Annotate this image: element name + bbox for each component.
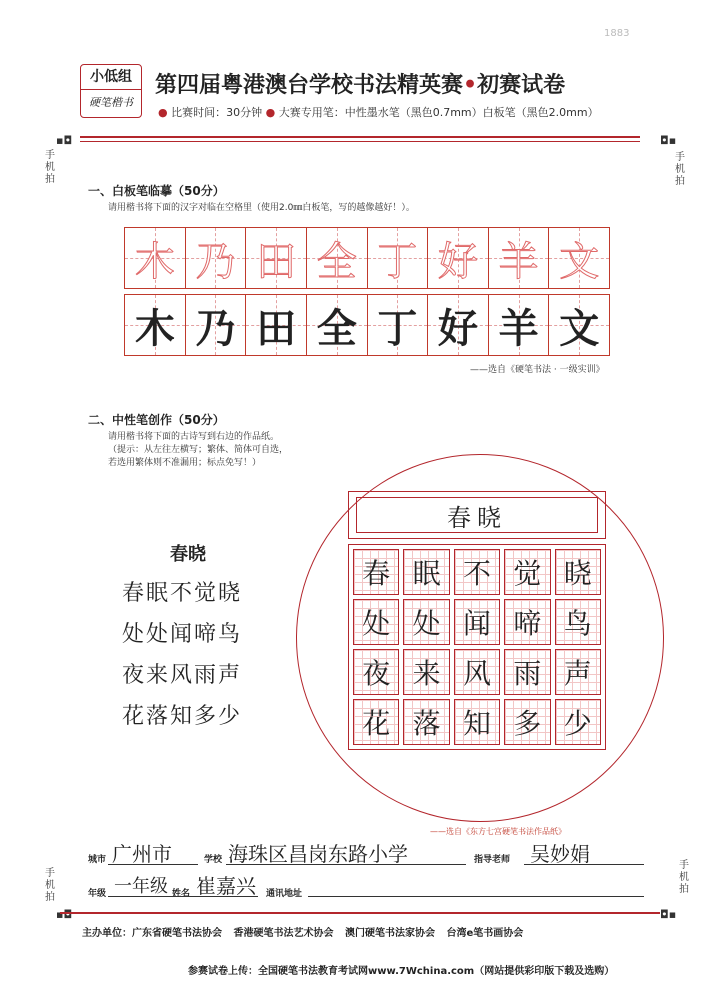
name-label: 姓名	[172, 889, 191, 899]
page-title: 第四届粤港澳台学校书法精英赛•初赛试卷	[155, 72, 566, 98]
teacher-underline	[524, 864, 644, 865]
writing-cell[interactable]: 丁	[368, 295, 429, 355]
badge-group-label: 小低组	[81, 65, 141, 90]
work-cell[interactable]: 风	[454, 649, 500, 695]
work-cell[interactable]: 啼	[504, 599, 550, 645]
outline-cell: 田	[246, 228, 307, 288]
camera-icon: ◘▪	[660, 134, 677, 147]
grade-name-underline	[108, 896, 258, 897]
city-underline	[108, 864, 198, 865]
bullet-icon: ●	[158, 106, 168, 119]
work-cell[interactable]: 落	[403, 699, 449, 745]
work-cell[interactable]: 处	[353, 599, 399, 645]
side-label-top-left: 手机拍	[45, 150, 55, 185]
section2-heading: 二、中性笔创作（50分）	[88, 413, 225, 427]
writing-cell[interactable]: 全	[307, 295, 368, 355]
corner-mark: 1883	[604, 28, 630, 39]
outline-cell: 好	[428, 228, 489, 288]
camera-icon: ▪◘	[56, 908, 73, 921]
header-rule-thin	[80, 141, 640, 142]
poem-line: 夜来风雨声	[122, 663, 243, 688]
work-cell[interactable]: 多	[504, 699, 550, 745]
outline-cell: 木	[125, 228, 186, 288]
outline-grid-row	[124, 227, 610, 289]
camera-icon: ▪◘	[56, 134, 73, 147]
page-subtitle: ● 比赛时间：30分钟 ● 大赛专用笔：中性墨水笔（黑色0.7mm）白板笔（黑色2.0mm）	[158, 106, 599, 119]
work-cell[interactable]: 春	[353, 549, 399, 595]
work-cell[interactable]: 眠	[403, 549, 449, 595]
work-cell[interactable]: 雨	[504, 649, 550, 695]
bullet-icon: ●	[265, 106, 276, 119]
outline-cell: 全	[307, 228, 368, 288]
writing-cell[interactable]: 乃	[186, 295, 247, 355]
work-cell[interactable]: 处	[403, 599, 449, 645]
poem-title: 春晓	[170, 544, 206, 565]
work-cell[interactable]: 觉	[504, 549, 550, 595]
school-underline	[226, 864, 466, 865]
writing-cell[interactable]: 文	[549, 295, 609, 355]
outline-cell: 文	[549, 228, 609, 288]
school-value[interactable]: 海珠区昌岗东路小学	[228, 842, 408, 866]
work-cell[interactable]: 鸟	[555, 599, 601, 645]
poem-line: 处处闻啼鸟	[122, 622, 243, 647]
section2-source: ——选自《东方七宫硬笔书法作品纸》	[430, 827, 566, 836]
city-label: 城市	[88, 855, 107, 865]
city-value[interactable]: 广州市	[112, 842, 172, 866]
poem-line: 花落知多少	[122, 704, 243, 729]
section2-instruction-1: 请用楷书将下面的古诗写到右边的作品纸。	[108, 432, 280, 442]
grade-label: 年级	[88, 889, 107, 899]
work-cell[interactable]: 夜	[353, 649, 399, 695]
outline-cell: 羊	[489, 228, 550, 288]
organizers: 主办单位：广东省硬笔书法协会 香港硬笔书法艺术协会 澳门硬笔书法家协会 台湾e笔书画协会	[82, 928, 524, 939]
work-title: 春晓	[356, 497, 598, 533]
work-cell[interactable]: 不	[454, 549, 500, 595]
section1-source: ——选自《硬笔书法 · 一级实训》	[470, 365, 605, 375]
work-cell[interactable]: 晓	[555, 549, 601, 595]
writing-cell[interactable]: 田	[246, 295, 307, 355]
group-badge	[80, 64, 142, 118]
writing-grid-row	[124, 294, 610, 356]
camera-icon: ◘▪	[660, 908, 677, 921]
work-grid	[348, 544, 606, 750]
address-label: 通讯地址	[266, 889, 303, 899]
name-value[interactable]: 崔嘉兴	[196, 874, 256, 898]
upload-info: 参赛试卷上传：全国硬笔书法教育考试网www.7Wchina.com（网站提供彩印版下载及选购）	[188, 966, 615, 977]
work-cell[interactable]: 花	[353, 699, 399, 745]
outline-cell: 乃	[186, 228, 247, 288]
section1-heading: 一、白板笔临摹（50分）	[88, 184, 225, 198]
side-label-top-right: 手机拍	[675, 152, 685, 187]
writing-cell[interactable]: 木	[125, 295, 186, 355]
section2-instruction-2: （提示：从左往左横写；繁体、简体可自选，	[108, 445, 289, 455]
section1-instruction: 请用楷书将下面的汉字对临在空格里（使用2.0㎜白板笔，写的越像越好！）。	[108, 203, 415, 213]
header-rule	[80, 136, 640, 138]
section2-instruction-3: 若选用繁体则不准漏用；标点免写！）	[108, 458, 262, 468]
outline-cell: 丁	[368, 228, 429, 288]
grade-value[interactable]: 一年级	[114, 876, 168, 897]
school-label: 学校	[204, 855, 223, 865]
address-underline	[308, 896, 644, 897]
side-label-bottom-right: 手机拍	[679, 860, 689, 895]
work-cell[interactable]: 知	[454, 699, 500, 745]
work-cell[interactable]: 声	[555, 649, 601, 695]
work-cell[interactable]: 来	[403, 649, 449, 695]
work-cell[interactable]: 少	[555, 699, 601, 745]
teacher-label: 指导老师	[474, 855, 511, 865]
work-cell[interactable]: 闻	[454, 599, 500, 645]
footer-rule	[60, 912, 660, 914]
badge-script-label: 硬笔楷书	[89, 96, 133, 109]
writing-cell[interactable]: 好	[428, 295, 489, 355]
side-label-bottom-left: 手机拍	[45, 868, 55, 903]
poem-line: 春眠不觉晓	[122, 581, 243, 606]
teacher-value[interactable]: 吴妙娟	[530, 842, 590, 866]
writing-cell[interactable]: 羊	[489, 295, 550, 355]
